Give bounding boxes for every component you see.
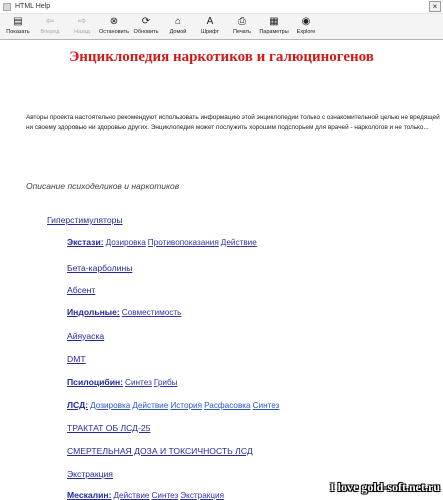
toolbar-button-5[interactable]: [162, 14, 194, 35]
list-item: [67, 331, 104, 341]
title-bar: [0, 0, 443, 14]
subtopic-link[interactable]: История: [170, 401, 203, 410]
home-icon: ⌂: [174, 16, 182, 27]
subtopic-link[interactable]: Противопоказания: [147, 238, 219, 247]
intro-paragraph: Авторы проекта настоятельно рекомендуют использовать информацию этой энциклопедии только с ознакомительной целью не вредящей ни своему здоровью ни здоровью других. Энциклопедия может послужить хорошим подспорьем для врачей - наркологов и не только...: [26, 114, 440, 131]
list-item: [67, 237, 257, 247]
subtopic-link[interactable]: Действие: [220, 238, 257, 247]
list-item: [67, 469, 113, 479]
show-icon: ▤: [13, 16, 23, 27]
toolbar-button-6[interactable]: [194, 14, 226, 35]
subtopic-link[interactable]: Действие: [132, 401, 169, 410]
page-title: Энциклопедия наркотиков и галюциногенов: [69, 49, 374, 65]
toolbar-button-4[interactable]: [130, 14, 162, 35]
toolbar-button-label: Вперед: [40, 29, 60, 35]
explore-icon: ◉: [301, 16, 311, 27]
topic-link[interactable]: Экстази:: [67, 237, 104, 247]
window-title: HTML Help: [15, 3, 51, 10]
subtopic-link[interactable]: Дозировка: [105, 238, 146, 247]
subtopic-link[interactable]: Совместимость: [121, 308, 182, 317]
subtopic-link[interactable]: Действие: [113, 491, 150, 500]
print-icon: ⎙: [238, 16, 246, 27]
forward-icon: ⇨: [77, 16, 87, 27]
toolbar-button-3[interactable]: [98, 14, 130, 35]
topic-link[interactable]: СМЕРТЕЛЬНАЯ ДОЗА И ТОКСИЧНОСТЬ ЛСД: [67, 446, 253, 456]
close-icon[interactable]: ×: [429, 1, 441, 12]
toolbar-button-7[interactable]: [226, 14, 258, 35]
list-item: [67, 423, 150, 433]
list-item: [67, 377, 178, 387]
subtopic-link[interactable]: Расфасовка: [204, 401, 251, 410]
subtopic-link[interactable]: Синтез: [252, 401, 280, 410]
help-content-pane[interactable]: [0, 41, 443, 500]
list-item: [67, 285, 95, 295]
topic-link[interactable]: ТРАКТАТ ОБ ЛСД-25: [67, 423, 151, 433]
toolbar-button-8[interactable]: [258, 14, 290, 35]
list-item: [67, 446, 253, 456]
toolbar-button-label: Параметры: [259, 29, 289, 35]
toolbar-button-1[interactable]: [34, 14, 66, 35]
list-item: [67, 263, 132, 273]
refresh-icon: ⟳: [141, 16, 151, 27]
list-item: [67, 307, 181, 317]
list-item: [67, 490, 224, 500]
topic-link[interactable]: Экстракция: [67, 469, 113, 479]
toolbar-button-label: Домой: [169, 29, 187, 35]
topic-link[interactable]: Айяуаска: [67, 331, 105, 341]
toolbar-button-label: Остановить: [98, 29, 130, 35]
toolbar-button-label: Explore: [296, 29, 316, 35]
toolbar-button-0[interactable]: [2, 14, 34, 35]
subtopic-link[interactable]: Синтез: [151, 491, 179, 500]
subtopic-link[interactable]: Грибы: [153, 378, 178, 387]
toolbar-button-label: Печать: [232, 29, 252, 35]
list-item: [67, 400, 279, 410]
watermark: I love gold-soft.net.ru: [330, 480, 440, 494]
stop-icon: ⊗: [109, 16, 119, 27]
toolbar-button-label: Шрифт: [200, 29, 220, 35]
list-item: [67, 354, 86, 364]
toolbar-button-9[interactable]: [290, 14, 322, 35]
toolbar-button-2[interactable]: [66, 14, 98, 35]
options-icon: ▦: [269, 16, 279, 27]
topic-link[interactable]: Индольные:: [67, 307, 120, 317]
topic-link[interactable]: ЛСД:: [67, 400, 89, 410]
subtopic-link[interactable]: Синтез: [125, 378, 152, 387]
topic-link[interactable]: Абсент: [67, 285, 96, 295]
section-title: Описание психоделиков и наркотиков: [26, 181, 180, 191]
topic-link[interactable]: Псилоцибин:: [67, 377, 124, 387]
topic-link[interactable]: DMT: [67, 354, 86, 364]
toolbar: [0, 14, 443, 40]
back-icon: ⇦: [45, 16, 55, 27]
subtopic-link[interactable]: Экстракция: [180, 491, 225, 500]
toolbar-button-label: Обновить: [133, 29, 159, 35]
toolbar-button-label: Назад: [74, 29, 90, 35]
topic-link[interactable]: Мескалин:: [67, 490, 112, 500]
topic-link[interactable]: Бета-карболины: [67, 263, 133, 273]
category-link[interactable]: Гиперстимуляторы: [47, 215, 123, 225]
help-app-icon: [3, 3, 11, 11]
font-icon: A: [206, 16, 214, 27]
subtopic-link[interactable]: Дозировка: [90, 401, 131, 410]
toolbar-button-label: Показать: [6, 29, 30, 35]
